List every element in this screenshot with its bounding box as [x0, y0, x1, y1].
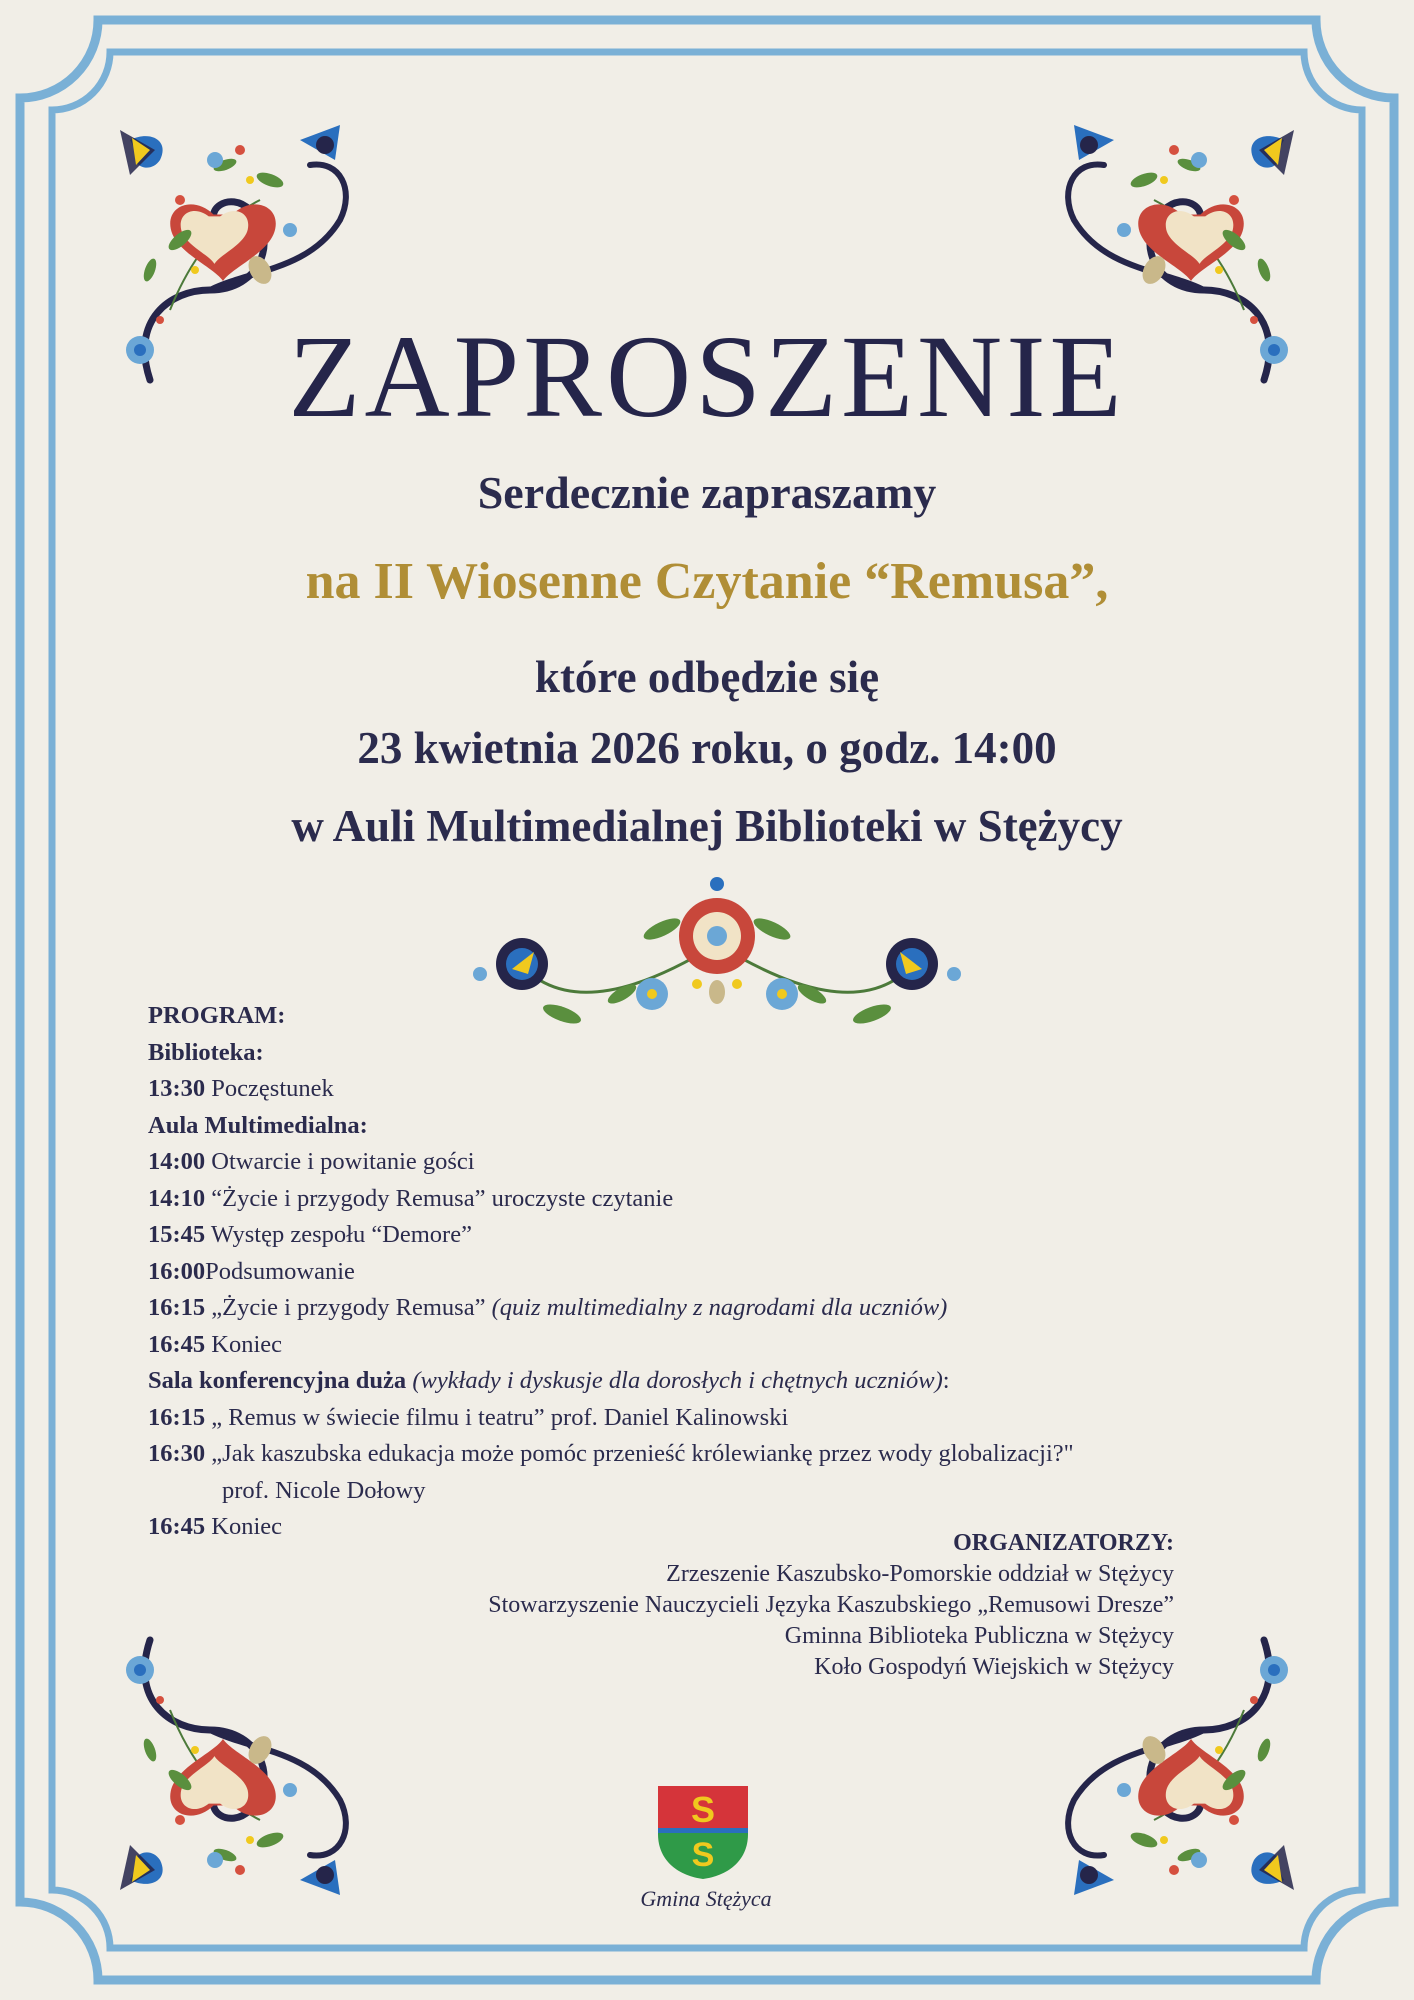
event-location: w Auli Multimedialnej Biblioteki w Stężycy [291, 801, 1123, 851]
program-item [148, 1436, 1298, 1473]
program-text: Koniec [205, 1330, 283, 1358]
program-text: Koniec [205, 1513, 283, 1540]
program-text: „Jak kaszubska edukacja może pomóc przenieść królewiankę przez wody globalizacji?" [205, 1440, 1074, 1467]
hall-heading: Sala konferencyjna duża [148, 1367, 407, 1394]
program-text: Występ zespołu “Demore” [205, 1221, 472, 1248]
program-item [148, 1144, 1298, 1181]
program-time: 15:45 [148, 1221, 206, 1248]
intro-line-1: Serdecznie zapraszamy [477, 467, 937, 518]
program-text: Podsumowanie [205, 1257, 355, 1285]
program-text: „ Remus w świecie filmu i teatru” prof. Daniel Kalinowski [205, 1403, 789, 1431]
program-item [148, 1071, 1298, 1108]
program-text: „Życie i przygody Remusa” [205, 1294, 492, 1321]
program-text: Otwarcie i powitanie gości [205, 1148, 475, 1175]
library-heading: Biblioteka: [148, 1038, 264, 1066]
gmina-crest-icon [656, 1784, 750, 1880]
crest-letter-bottom: S [691, 1836, 715, 1874]
crest-letter-top: S [690, 1789, 716, 1830]
intro-line-3: które odbędzie się [534, 652, 880, 702]
organizer-item: Koło Gospodyń Wiejskich w Stężycy [814, 1654, 1174, 1680]
program-time: 16:45 [148, 1513, 206, 1540]
event-program [148, 998, 1298, 1546]
aula-heading: Aula Multimedialna: [148, 1111, 368, 1139]
event-name: na II Wiosenne Czytanie “Remusa”, [305, 553, 1109, 610]
event-date-time: 23 kwietnia 2026 roku, o godz. 14:00 [357, 723, 1057, 773]
program-time: 13:30 [148, 1075, 206, 1102]
organizer-item: Gminna Biblioteka Publiczna w Stężycy [784, 1623, 1174, 1649]
program-time: 14:10 [148, 1184, 206, 1212]
program-heading: PROGRAM: [148, 1002, 286, 1029]
program-item [148, 1327, 1298, 1364]
program-note: (quiz multimedialny z nagrodami dla uczniów) [491, 1294, 948, 1321]
program-time: 14:00 [148, 1148, 206, 1175]
crest-caption: Gmina Stężyca [640, 1886, 772, 1911]
organizer-item: Stowarzyszenie Nauczycieli Języka Kaszubskiego „Remusowi Dresze” [488, 1592, 1174, 1618]
program-item [148, 1400, 1298, 1437]
program-item-continuation: prof. Nicole Dołowy [222, 1476, 426, 1504]
organizer-item: Zrzeszenie Kaszubsko-Pomorskie oddział w Stężycy [666, 1561, 1174, 1587]
program-item [148, 1290, 1298, 1327]
hall-heading-row [148, 1363, 1298, 1400]
program-time: 16:45 [148, 1330, 206, 1358]
program-text: Poczęstunek [205, 1075, 334, 1102]
program-item [148, 1254, 1298, 1291]
organizers-heading: ORGANIZATORZY: [953, 1530, 1174, 1556]
organizers [274, 1528, 1174, 1683]
program-item [148, 1217, 1298, 1254]
program-time: 16:30 [148, 1440, 206, 1467]
hall-colon: : [942, 1367, 950, 1394]
invitation-title: ZAPROSZENIE [288, 311, 1126, 442]
program-time: 16:15 [148, 1294, 206, 1321]
program-text: “Życie i przygody Remusa” uroczyste czytanie [205, 1184, 674, 1212]
program-time: 16:15 [148, 1403, 206, 1431]
hall-note: (wykłady i dyskusje dla dorosłych i chętnych uczniów) [406, 1367, 943, 1394]
program-item [148, 1181, 1298, 1218]
program-time: 16:00 [148, 1257, 206, 1285]
